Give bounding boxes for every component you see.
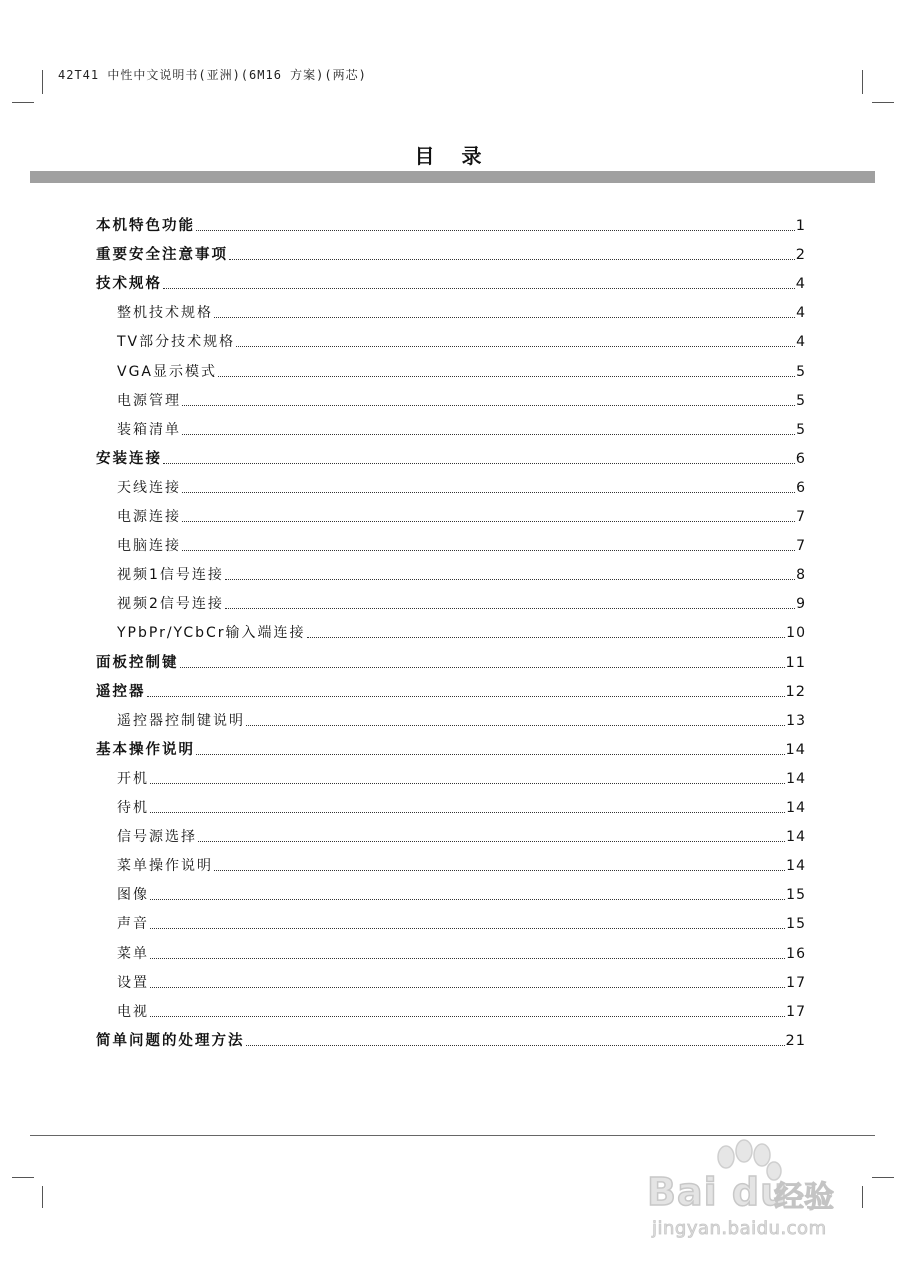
toc-entry-label: 图像 bbox=[117, 887, 149, 904]
toc-entry bbox=[117, 329, 806, 351]
toc-leader-dots bbox=[182, 404, 795, 406]
toc-entry bbox=[117, 359, 806, 381]
toc-entry-label: 遥控器 bbox=[96, 683, 146, 700]
toc-entry-page-number: 6 bbox=[795, 450, 806, 467]
toc-leader-dots bbox=[196, 229, 795, 231]
toc-entry-label: 待机 bbox=[117, 800, 149, 816]
toc-entry bbox=[96, 242, 806, 264]
toc-entry bbox=[117, 708, 806, 730]
toc-entry-label: 视频2信号连接 bbox=[117, 596, 224, 613]
toc-entry bbox=[117, 504, 806, 526]
toc-entry-page-number: 14 bbox=[785, 741, 806, 758]
toc-entry-label: 电视 bbox=[117, 1003, 149, 1020]
toc-entry-page-number: 15 bbox=[786, 916, 806, 933]
toc-leader-dots bbox=[214, 869, 785, 871]
toc-entry bbox=[96, 650, 806, 672]
toc-entry-label: 菜单 bbox=[117, 945, 149, 962]
toc-entry-page-number: 5 bbox=[796, 421, 806, 438]
toc-leader-dots bbox=[307, 636, 786, 638]
toc-entry-page-number: 13 bbox=[786, 712, 806, 729]
toc-entry-label: YPbPr/YCbCr输入端连接 bbox=[117, 625, 306, 642]
watermark-brand: Bai du bbox=[647, 1170, 789, 1214]
toc-entry bbox=[117, 970, 806, 992]
toc-entry-page-number: 14 bbox=[786, 829, 806, 846]
toc-entry-page-number: 17 bbox=[786, 974, 806, 991]
toc-entry bbox=[96, 679, 806, 701]
toc-entry-label: 技术规格 bbox=[96, 276, 162, 293]
toc-entry-page-number: 14 bbox=[786, 858, 806, 875]
toc-leader-dots bbox=[163, 287, 795, 289]
toc-entry-page-number: 6 bbox=[796, 479, 806, 496]
toc-leader-dots bbox=[182, 433, 795, 435]
toc-entry-label: 设置 bbox=[117, 974, 149, 991]
toc-entry bbox=[117, 882, 806, 904]
toc-leader-dots bbox=[150, 898, 785, 900]
toc-entry-label: 本机特色功能 bbox=[96, 218, 195, 234]
toc-entry bbox=[96, 271, 806, 293]
toc-entry-label: 简单问题的处理方法 bbox=[96, 1032, 245, 1049]
toc-leader-dots bbox=[246, 1044, 785, 1046]
toc-entry bbox=[117, 824, 806, 846]
toc-entry bbox=[117, 388, 806, 410]
toc-entry-page-number: 2 bbox=[795, 247, 806, 264]
toc-leader-dots bbox=[147, 695, 785, 697]
toc-entry-page-number: 4 bbox=[796, 334, 806, 351]
toc-entry-page-number: 10 bbox=[786, 625, 806, 642]
toc-entry bbox=[117, 620, 806, 642]
toc-leader-dots bbox=[150, 782, 785, 784]
toc-entry bbox=[117, 795, 806, 817]
toc-entry-page-number: 5 bbox=[796, 392, 806, 409]
toc-entry-label: TV部分技术规格 bbox=[117, 334, 236, 351]
toc-entry bbox=[96, 213, 806, 235]
toc-entry-label: 声音 bbox=[117, 916, 149, 933]
toc-entry-label: 电源管理 bbox=[117, 392, 181, 409]
toc-entry-page-number: 15 bbox=[786, 887, 806, 904]
toc-leader-dots bbox=[150, 811, 785, 813]
toc-leader-dots bbox=[246, 724, 785, 726]
toc-leader-dots bbox=[182, 491, 795, 493]
toc-entry bbox=[117, 475, 806, 497]
toc-leader-dots bbox=[150, 957, 785, 959]
toc-leader-dots bbox=[150, 986, 785, 988]
toc-leader-dots bbox=[198, 840, 785, 842]
toc-leader-dots bbox=[196, 753, 785, 755]
toc-leader-dots bbox=[225, 578, 795, 580]
toc-entry bbox=[117, 766, 806, 788]
toc-leader-dots bbox=[150, 1015, 785, 1017]
toc-entry bbox=[96, 446, 806, 468]
toc-entry-label: 面板控制键 bbox=[96, 654, 179, 671]
toc-entry bbox=[117, 300, 806, 322]
toc-entry-page-number: 17 bbox=[786, 1003, 806, 1020]
page-title: 目 录 bbox=[414, 144, 492, 168]
toc-entry bbox=[117, 533, 806, 555]
toc-leader-dots bbox=[218, 375, 795, 377]
toc-entry-label: 重要安全注意事项 bbox=[96, 247, 228, 264]
toc-entry-label: VGA显示模式 bbox=[117, 363, 218, 380]
watermark-brand-cn: 经验 bbox=[774, 1180, 834, 1215]
toc-entry-label: 开机 bbox=[117, 770, 149, 787]
toc-leader-dots bbox=[229, 258, 795, 260]
toc-entry-label: 安装连接 bbox=[96, 450, 162, 467]
toc-leader-dots bbox=[163, 462, 795, 464]
toc-entry-page-number: 7 bbox=[796, 538, 806, 555]
toc-entry-page-number: 7 bbox=[796, 509, 806, 525]
toc-entry-label: 天线连接 bbox=[117, 479, 181, 496]
toc-entry-page-number: 8 bbox=[796, 567, 806, 584]
toc-entry-label: 菜单操作说明 bbox=[117, 858, 213, 875]
toc-entry bbox=[117, 911, 806, 933]
toc-entry-page-number: 21 bbox=[785, 1032, 806, 1049]
toc-entry-label: 整机技术规格 bbox=[117, 305, 213, 322]
toc-leader-dots bbox=[236, 345, 795, 347]
toc-entry-page-number: 14 bbox=[786, 800, 806, 816]
toc-leader-dots bbox=[182, 549, 795, 551]
toc-entry bbox=[96, 1028, 806, 1050]
toc-leader-dots bbox=[150, 927, 785, 929]
toc-entry-label: 信号源选择 bbox=[117, 829, 197, 846]
toc-entry-label: 基本操作说明 bbox=[96, 741, 195, 758]
toc-entry-label: 电源连接 bbox=[117, 509, 181, 525]
toc-entry-label: 电脑连接 bbox=[117, 538, 181, 555]
toc-entry bbox=[117, 562, 806, 584]
toc-entry bbox=[117, 999, 806, 1021]
toc-entry-page-number: 4 bbox=[795, 276, 806, 293]
toc-entry-label: 视频1信号连接 bbox=[117, 567, 224, 584]
document-header: 42T41 中性中文说明书(亚洲)(6M16 方案)(两芯) bbox=[58, 68, 367, 82]
toc-entry bbox=[117, 853, 806, 875]
toc-leader-dots bbox=[180, 666, 785, 668]
toc-entry-label: 装箱清单 bbox=[117, 421, 181, 438]
toc-leader-dots bbox=[225, 607, 795, 609]
toc-leader-dots bbox=[182, 520, 795, 522]
watermark-url: jingyan.baidu.com bbox=[652, 1218, 827, 1239]
toc-entry bbox=[117, 417, 806, 439]
toc-entry-page-number: 12 bbox=[785, 683, 806, 700]
toc-entry bbox=[117, 591, 806, 613]
toc-entry-page-number: 5 bbox=[796, 363, 806, 380]
toc-entry-page-number: 11 bbox=[785, 654, 806, 671]
toc-leader-dots bbox=[214, 316, 795, 318]
toc-entry-page-number: 14 bbox=[786, 770, 806, 787]
toc-entry-page-number: 9 bbox=[796, 596, 806, 613]
toc-entry-page-number: 1 bbox=[795, 218, 806, 234]
toc-entry-page-number: 16 bbox=[786, 945, 806, 962]
toc-entry bbox=[96, 737, 806, 759]
toc-entry bbox=[117, 941, 806, 963]
toc-entry-page-number: 4 bbox=[796, 305, 806, 322]
toc-entry-label: 遥控器控制键说明 bbox=[117, 712, 245, 729]
